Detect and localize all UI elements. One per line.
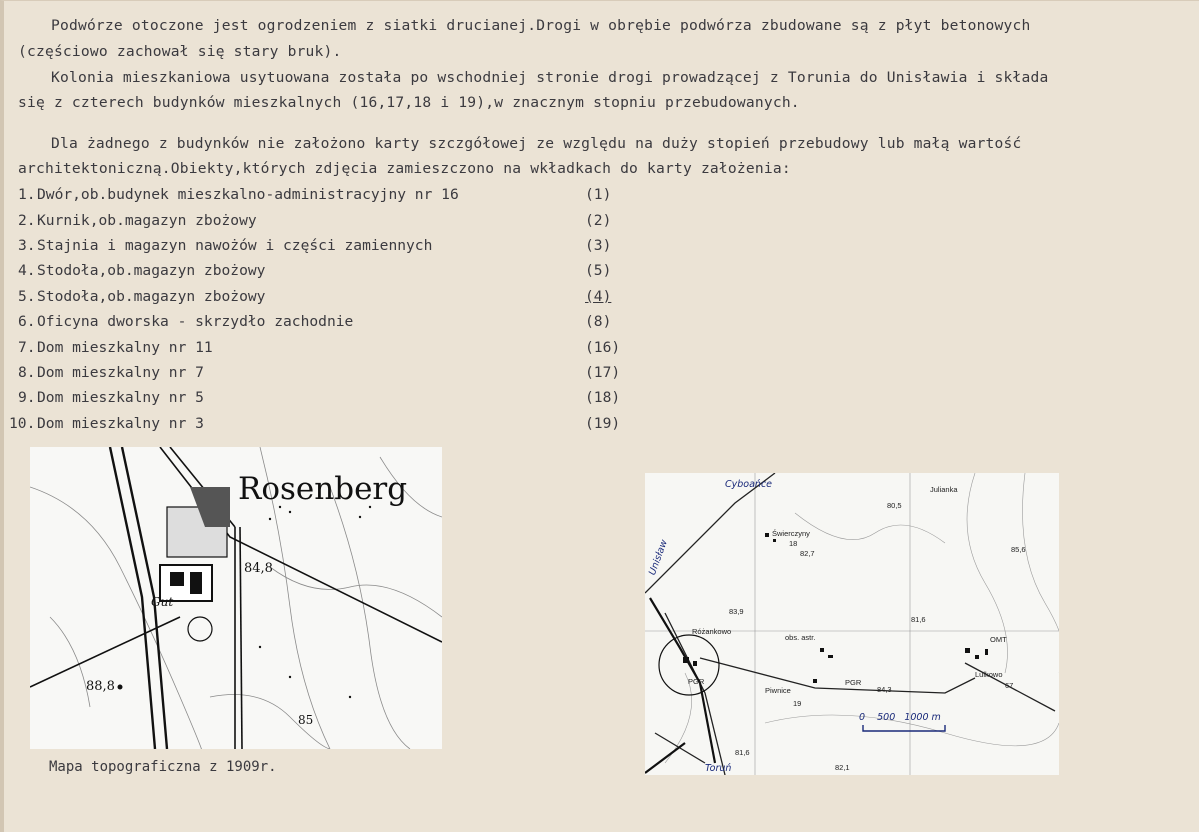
list-item-photo-ref: (3) [585, 237, 612, 254]
map-caption: Mapa topograficzna z 1909r. [49, 759, 277, 775]
map-modern-drawing [645, 473, 1059, 775]
list-item-number: 6. [18, 313, 36, 330]
list-item-number: 5. [18, 288, 36, 305]
list-item-text: Dwór,ob.budynek mieszkalno-administracyjny nr 16 [37, 186, 459, 203]
topographic-map-modern [645, 473, 1059, 775]
map-label: Różankowo [692, 627, 732, 636]
list-item-photo-ref: (2) [585, 212, 612, 229]
list-item-number: 3. [18, 237, 36, 254]
paragraph-3-line-1: Dla żadnego z budynków nie założono karty szczgółowej ze względu na duży stopień przebudowy lub małą wartość [51, 135, 1022, 152]
map-label: obs. astr. [785, 633, 816, 642]
scale-bar-label: 0 500 1000 m [859, 712, 941, 723]
list-item-text: Dom mieszkalny nr 11 [37, 339, 213, 356]
list-item-photo-ref: (19) [585, 415, 621, 432]
list-item-photo-ref: (17) [585, 364, 621, 381]
list-item-number: 4. [18, 262, 36, 279]
list-item-text: Stodoła,ob.magazyn zbożowy [37, 262, 266, 279]
map-height-label: 85,6 [1011, 545, 1026, 554]
list-item-photo-ref: (4) [585, 288, 612, 305]
list-item-number: 1. [18, 186, 36, 203]
handwritten-label: Cyboańce [725, 479, 773, 490]
paragraph-3-line-2: architektoniczną.Obiekty,których zdjęcia zamieszczono na wkładkach do karty założenia: [18, 160, 791, 177]
topographic-map-1909 [30, 447, 442, 749]
list-item-photo-ref: (5) [585, 262, 612, 279]
map-height-label: 80,5 [887, 501, 902, 510]
list-item-text: Stodoła,ob.magazyn zbożowy [37, 288, 266, 305]
handwritten-label: Unisław [647, 538, 670, 577]
list-item-photo-ref: (18) [585, 389, 621, 406]
map-height-label: 18 [789, 539, 798, 548]
map-label: Piwnice [765, 686, 791, 695]
list-item-photo-ref: (1) [585, 186, 612, 203]
map-place-name: Rosenberg [238, 471, 408, 507]
map-height-label: 67 [1005, 681, 1014, 690]
list-item-photo-ref: (16) [585, 339, 621, 356]
map-height-label: 81,6 [911, 615, 926, 624]
map-label: Lulkowo [975, 670, 1003, 679]
list-item-number: 2. [18, 212, 36, 229]
map-label: PGR [688, 677, 705, 686]
map-height-label: 88,8 [86, 679, 115, 694]
paragraph-1-line-1: Podwórze otoczone jest ogrodzeniem z siatki drucianej.Drogi w obrębie podwórza zbudowane są z płyt betonowych [51, 17, 1031, 34]
paragraph-1-line-2: (częściowo zachował się stary bruk). [18, 43, 342, 60]
handwritten-label: Toruń [705, 763, 732, 774]
map-height-label: 82,7 [800, 549, 815, 558]
list-item-text: Kurnik,ob.magazyn zbożowy [37, 212, 257, 229]
scale-bar [863, 725, 945, 731]
map-label: OMT [990, 635, 1007, 644]
list-item-text: Dom mieszkalny nr 3 [37, 415, 204, 432]
map-height-label: 19 [793, 699, 802, 708]
map-height-label: 83,9 [729, 607, 744, 616]
paragraph-2-line-2: się z czterech budynków mieszkalnych (16,17,18 i 19),w znacznym stopniu przebudowanych. [18, 94, 800, 111]
list-item-number: 9. [18, 389, 36, 406]
map-height-label: 84,3 [877, 685, 892, 694]
list-item-number: 7. [18, 339, 36, 356]
list-item-text: Oficyna dworska - skrzydło zachodnie [37, 313, 354, 330]
map-height-label: 85 [298, 713, 314, 727]
list-item-text: Stajnia i magazyn nawożów i części zamiennych [37, 237, 433, 254]
paragraph-2-line-1: Kolonia mieszkaniowa usytuowana została po wschodniej stronie drogi prowadzącej z Torunia do Unisławia i składa [51, 69, 1049, 86]
map-label: Świerczyny [772, 529, 810, 538]
map-height-label: 81,6 [735, 748, 750, 757]
map-label: Julianka [930, 485, 958, 494]
map-estate-label: Gut [151, 595, 174, 609]
list-item-text: Dom mieszkalny nr 7 [37, 364, 204, 381]
map-label: PGR [845, 678, 862, 687]
list-item-number: 8. [18, 364, 36, 381]
list-item-text: Dom mieszkalny nr 5 [37, 389, 204, 406]
map-height-label: 82,1 [835, 763, 850, 772]
map-height-label: 84,8 [244, 561, 273, 576]
list-item-photo-ref: (8) [585, 313, 612, 330]
list-item-number: 10. [9, 415, 36, 432]
